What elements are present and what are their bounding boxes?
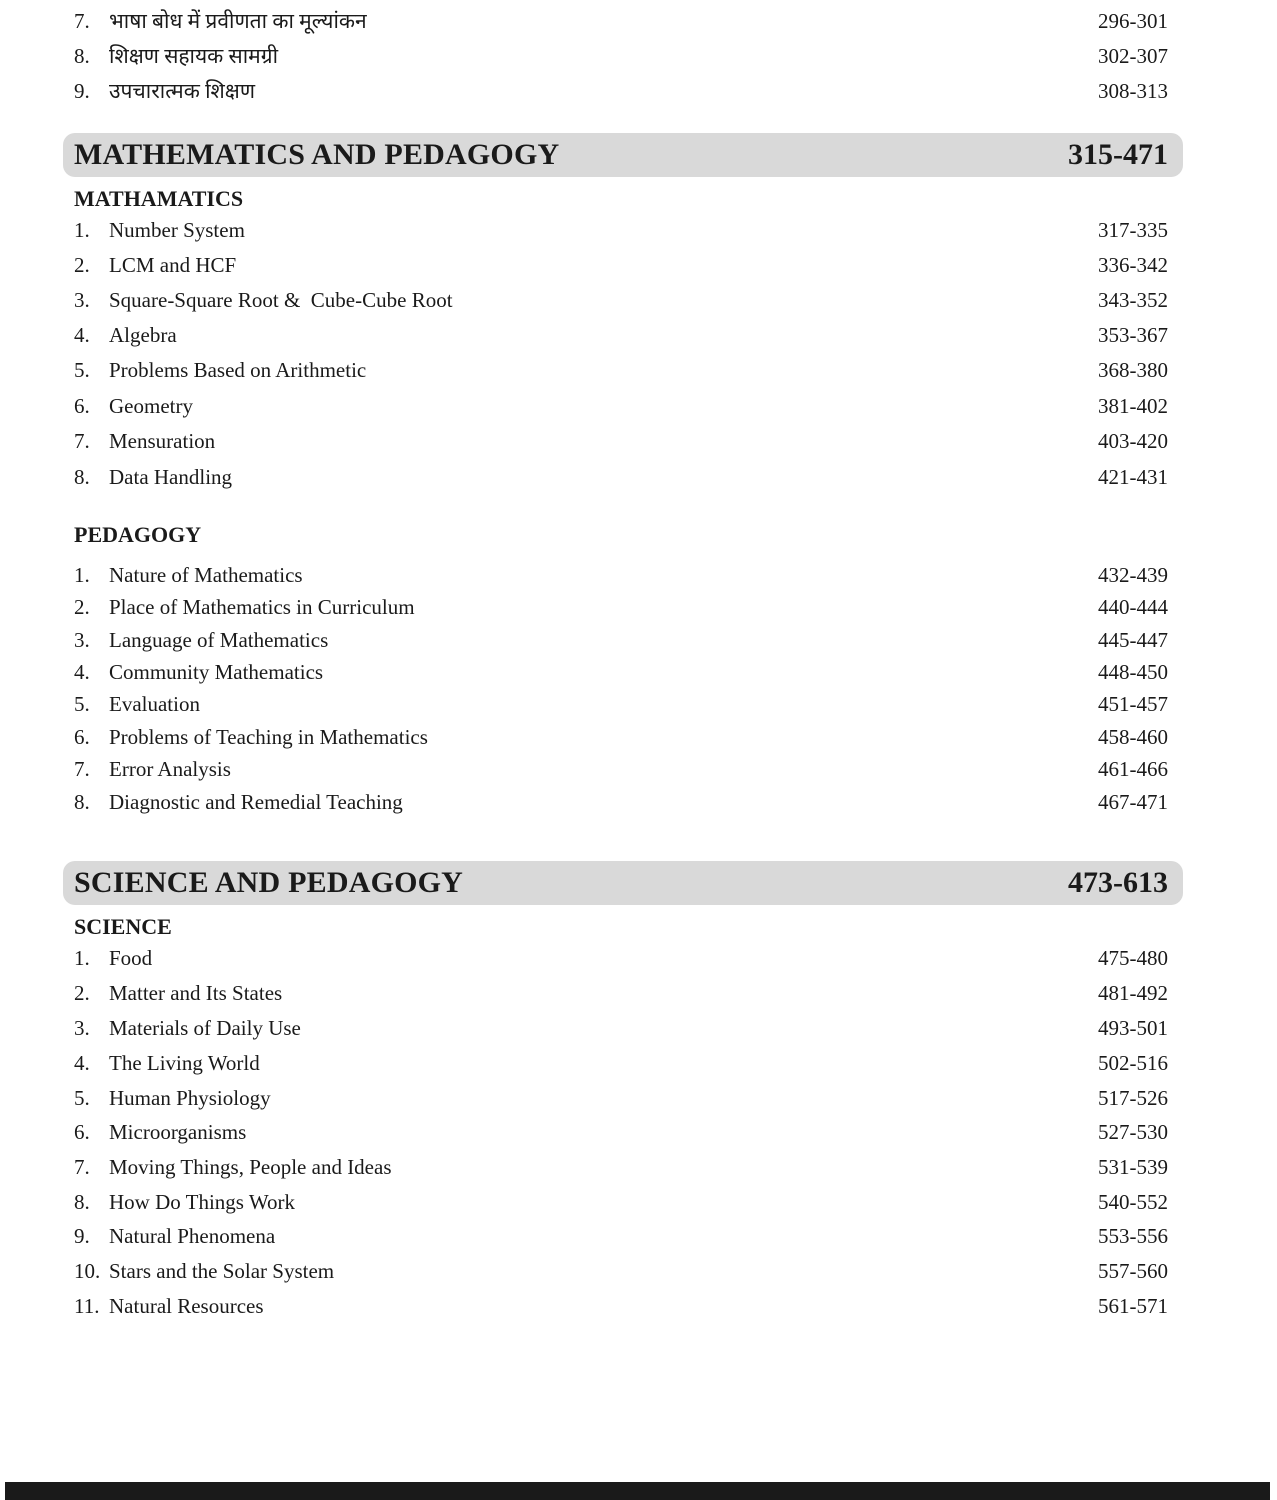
item-title: Community Mathematics [109,660,324,684]
item-title: Error Analysis [109,757,231,781]
item-title: Problems of Teaching in Mathematics [109,725,428,749]
item-number: 7. [74,757,90,781]
toc-row [0,1256,1277,1286]
toc-row [0,754,1277,784]
item-pages: 553-556 [1098,1224,1168,1248]
item-title: Number System [109,218,245,242]
item-number: 3. [74,288,90,312]
toc-row [0,6,1277,36]
item-pages: 540-552 [1098,1190,1168,1214]
item-title: Problems Based on Arithmetic [109,358,367,382]
toc-row [0,76,1277,106]
item-number: 8. [74,790,90,814]
toc-row [0,625,1277,655]
toc-row [0,1083,1277,1113]
item-title: Data Handling [109,465,233,489]
item-pages: 517-526 [1098,1086,1168,1110]
toc-row [0,320,1277,350]
item-number: 10. [74,1259,101,1283]
item-pages: 493-501 [1098,1016,1168,1040]
toc-row [0,1152,1277,1182]
toc-row [0,1013,1277,1043]
item-title: The Living World [109,1051,260,1075]
item-pages: 451-457 [1098,692,1168,716]
item-pages: 440-444 [1098,595,1168,619]
footer-bar [5,1482,1270,1500]
toc-row [0,592,1277,622]
item-number: 11. [74,1294,100,1318]
item-title: LCM and HCF [109,253,237,277]
item-title: Natural Phenomena [109,1224,276,1248]
item-pages: 432-439 [1098,563,1168,587]
item-title: Matter and Its States [109,981,283,1005]
item-pages: 343-352 [1098,288,1168,312]
item-pages: 527-530 [1098,1120,1168,1144]
item-title: Place of Mathematics in Curriculum [109,595,415,619]
item-pages: 502-516 [1098,1051,1168,1075]
item-number: 3. [74,628,90,652]
item-number: 6. [74,725,90,749]
section-pages: 473-613 [1068,866,1168,899]
toc-row [0,1221,1277,1251]
item-title: Nature of Mathematics [109,563,303,587]
item-pages: 302-307 [1098,44,1168,68]
item-number: 6. [74,394,90,418]
toc-row [0,285,1277,315]
toc-row [0,978,1277,1008]
item-title: Mensuration [109,429,216,453]
item-pages: 475-480 [1098,946,1168,970]
toc-row [0,426,1277,456]
item-title: Microorganisms [109,1120,247,1144]
toc-row [0,722,1277,752]
item-number: 3. [74,1016,90,1040]
subheading-mathematics: MATHAMATICS [74,186,244,211]
item-pages: 481-492 [1098,981,1168,1005]
item-pages: 557-560 [1098,1259,1168,1283]
item-pages: 403-420 [1098,429,1168,453]
item-number: 5. [74,358,90,382]
toc-row [0,560,1277,590]
item-number: 1. [74,563,90,587]
item-number: 8. [74,1190,90,1214]
item-pages: 445-447 [1098,628,1168,652]
item-pages: 296-301 [1098,9,1168,33]
section-title: MATHEMATICS AND PEDAGOGY [74,138,560,171]
item-title: Natural Resources [109,1294,264,1318]
item-pages: 467-471 [1098,790,1168,814]
item-pages: 421-431 [1098,465,1168,489]
item-title: शिक्षण सहायक सामग्री [109,44,279,68]
item-pages: 353-367 [1098,323,1168,347]
item-number: 8. [74,44,90,68]
item-number: 6. [74,1120,90,1144]
item-number: 7. [74,9,90,33]
item-pages: 336-342 [1098,253,1168,277]
toc-row [0,657,1277,687]
item-number: 9. [74,1224,90,1248]
item-pages: 317-335 [1098,218,1168,242]
item-number: 4. [74,660,90,684]
subheading-pedagogy: PEDAGOGY [74,522,202,547]
item-number: 5. [74,1086,90,1110]
item-title: Evaluation [109,692,200,716]
item-number: 2. [74,981,90,1005]
item-number: 4. [74,1051,90,1075]
item-pages: 561-571 [1098,1294,1168,1318]
item-title: Diagnostic and Remedial Teaching [109,790,403,814]
toc-row [0,1187,1277,1217]
toc-row [0,355,1277,385]
item-number: 2. [74,253,90,277]
item-title: Stars and the Solar System [109,1259,335,1283]
item-number: 9. [74,79,90,103]
item-number: 7. [74,429,90,453]
item-pages: 368-380 [1098,358,1168,382]
item-title: Human Physiology [109,1086,271,1110]
toc-row [0,41,1277,71]
item-title: Language of Mathematics [109,628,329,652]
item-number: 7. [74,1155,90,1179]
section-header-science [63,861,1183,905]
item-title: Food [109,946,153,970]
item-title: How Do Things Work [109,1190,295,1214]
toc-row [0,689,1277,719]
toc-row [0,943,1277,973]
item-title: Geometry [109,394,193,418]
item-title: उपचारात्मक शिक्षण [109,79,256,103]
item-pages: 448-450 [1098,660,1168,684]
toc-row [0,1291,1277,1321]
item-title: Materials of Daily Use [109,1016,301,1040]
item-number: 5. [74,692,90,716]
toc-row [0,215,1277,245]
item-pages: 381-402 [1098,394,1168,418]
item-title: Moving Things, People and Ideas [109,1155,392,1179]
toc-row [0,1117,1277,1147]
toc-row [0,250,1277,280]
toc-row [0,391,1277,421]
item-number: 1. [74,218,90,242]
item-pages: 458-460 [1098,725,1168,749]
section-pages: 315-471 [1068,138,1168,171]
item-number: 1. [74,946,90,970]
subheading-science: SCIENCE [74,914,172,939]
item-title: Algebra [109,323,177,347]
item-number: 4. [74,323,90,347]
item-pages: 531-539 [1098,1155,1168,1179]
item-number: 8. [74,465,90,489]
item-number: 2. [74,595,90,619]
toc-row [0,1048,1277,1078]
item-pages: 461-466 [1098,757,1168,781]
toc-row [0,462,1277,492]
item-pages: 308-313 [1098,79,1168,103]
item-title: Square-Square Root & Cube-Cube Root [109,288,453,312]
section-header-mathematics [63,133,1183,177]
item-title: भाषा बोध में प्रवीणता का मूल्यांकन [109,9,367,33]
toc-row [0,787,1277,817]
section-title: SCIENCE AND PEDAGOGY [74,866,464,899]
